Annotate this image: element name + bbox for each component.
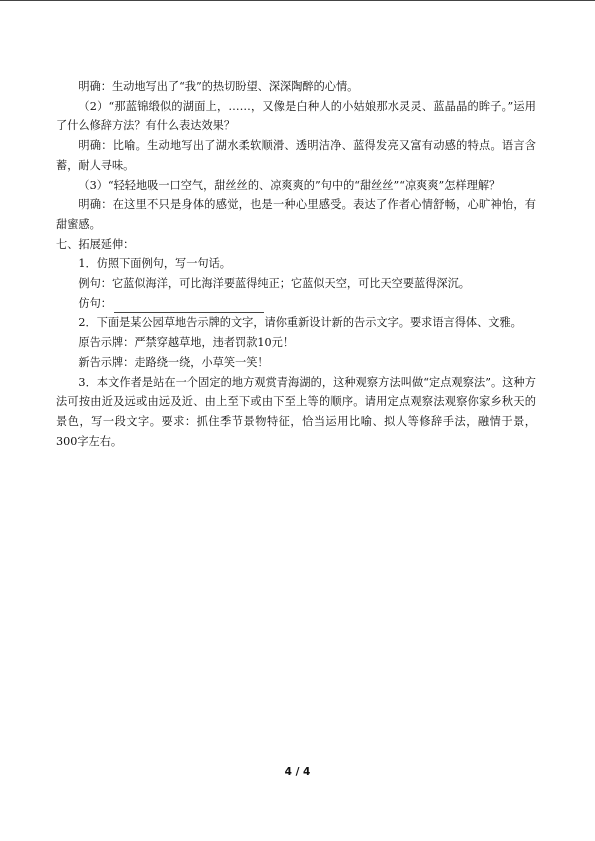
exercise-2-prompt: 2．下面是某公园草地告示牌的文字，请你重新设计新的告示文字。要求语言得体、文雅。: [78, 316, 522, 330]
imitation-label: 仿句：: [78, 296, 112, 310]
page-top-border: [0, 0, 595, 1]
section-heading-extension: 七、拓展延伸：: [56, 237, 135, 251]
answer-paragraph-2: 明确：比喻。生动地写出了湖水柔软顺滑、透明洁净、蓝得发亮又富有动感的特点。语言含蓄，耐人寻味。: [56, 139, 536, 172]
answer-blank-line: [114, 299, 264, 313]
example-sentence: 例句：它蓝似海洋，可比海洋要蓝得纯正；它蓝似天空，可比天空要蓝得深沉。: [78, 277, 470, 291]
exercise-3-prompt: 3．本文作者是站在一个固定的地方观赏青海湖的，这种观察方法叫做“定点观察法”。这种方法可按由近及远或由远及近、由上至下或由下至上等的顺序。请用定点观察法观察你家乡秋天的景色，写一段文字。要求：抓住季节景物特征，恰当运用比喻、拟人等修辞手法，融情于景，300字左右。: [56, 375, 536, 448]
new-sign-text: 新告示牌：走路绕一绕，小草笑一笑！: [78, 355, 269, 369]
answer-paragraph-1: 明确：生动地写出了“我”的热切盼望、深深陶醉的心情。: [78, 80, 359, 93]
exercise-1-prompt: 1．仿照下面例句，写一句话。: [78, 257, 231, 271]
original-sign-text: 原告示牌：严禁穿越草地，违者罚款10元！: [78, 336, 295, 350]
imitation-line: [56, 294, 536, 314]
answer-paragraph-3: 明确：在这里不只是身体的感觉，也是一种心里感受。表达了作者心情舒畅，心旷神怡，有甜蜜感。: [56, 198, 536, 231]
document-body: [56, 77, 536, 451]
page-number: 4 / 4: [284, 766, 311, 778]
question-2-paragraph: （2）“那蓝锦缎似的湖面上，……，又像是白种人的小姑娘那水灵灵、蓝晶晶的眸子。”运用了什么修辞方法？有什么表达效果？: [56, 99, 536, 133]
question-3-paragraph: （3）“轻轻地吸一口空气，甜丝丝的、凉爽爽的”句中的“甜丝丝”“凉爽爽”怎样理解？: [78, 178, 501, 192]
